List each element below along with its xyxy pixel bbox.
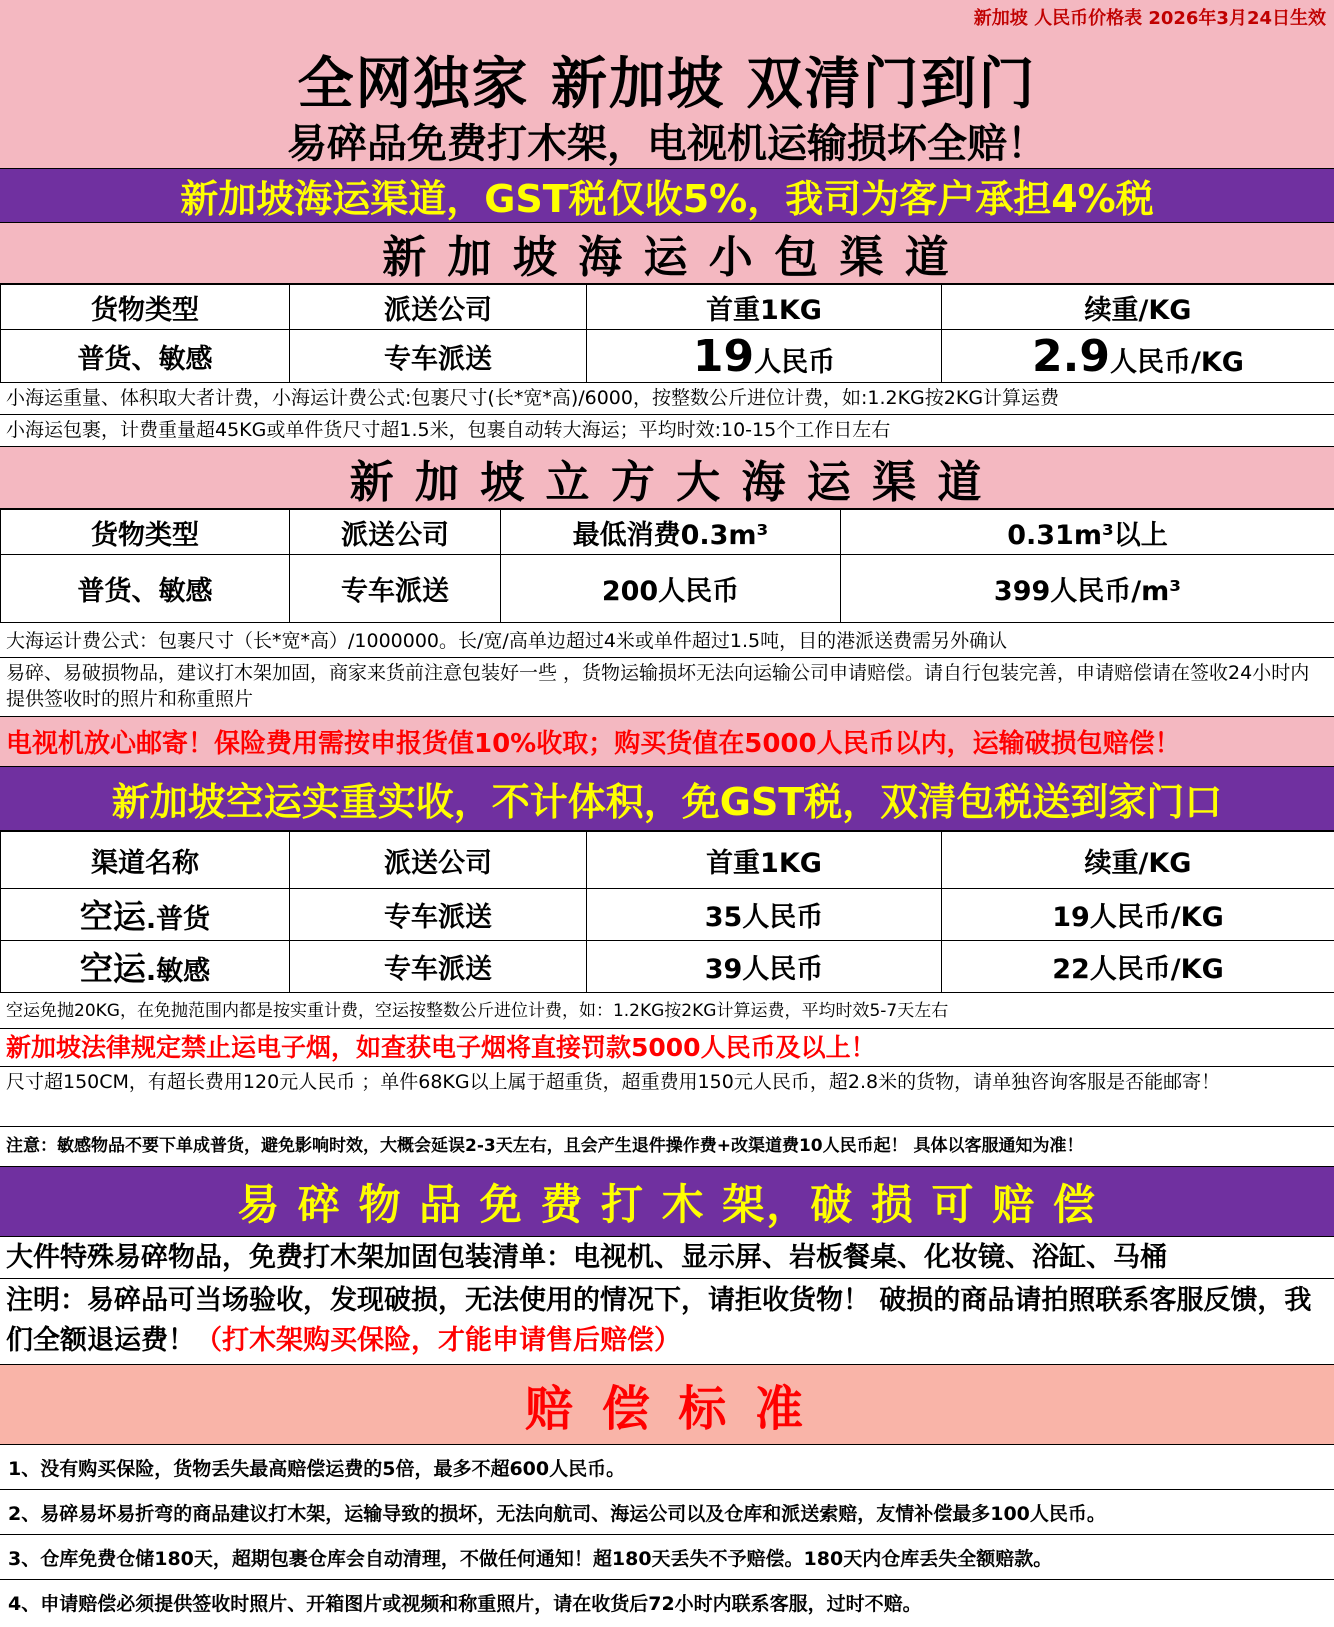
air-note: 空运免抛20KG，在免抛范围内都是按实重计费，空运按整数公斤进位计费，如：1.2KG按2KG计算运费，平均时效5-7天左右 (0, 993, 1334, 1029)
big-sea-note: 易碎、易破损物品，建议打木架加固，商家来货前注意包装好一些 ，货物运输损坏无法向运输公司申请赔偿。请自行包装完善，申请赔偿请在签收24小时内提供签收时的照片和称重照片 (0, 658, 1334, 717)
compensation-rule: 1、没有购买保险，货物丢失最高赔偿运费的5倍，最多不超600人民币。 (0, 1445, 1334, 1490)
page-title: 全网独家 新加坡 双清门到门 (297, 52, 1037, 117)
tv-insurance-note: 电视机放心邮寄！保险费用需按申报货值10%收取；购买货值在5000人民币以内，运输破损包赔偿！ (0, 717, 1334, 767)
header-cell: 货物类型 (1, 510, 290, 555)
header-cell: 0.31m³以上 (841, 510, 1334, 555)
channel-cell (1, 941, 290, 993)
header-cell: 派送公司 (290, 285, 587, 330)
channel-type: .敏感 (145, 956, 211, 987)
table-header-row (1, 832, 1334, 889)
header-cell: 派送公司 (290, 832, 587, 889)
fragile-banner: 易 碎 物 品 免 费 打 木 架，破 损 可 赔 偿 (0, 1167, 1334, 1237)
delivery-cell: 专车派送 (290, 330, 587, 383)
table-header-row (1, 510, 1334, 555)
cont-weight-unit: 人民币/KG (1110, 346, 1244, 378)
first-weight-cell (587, 330, 942, 383)
big-sea-heading: 新 加 坡 立 方 大 海 运 渠 道 (0, 447, 1334, 509)
header-cell: 首重1KG (587, 832, 942, 889)
delivery-cell: 专车派送 (290, 889, 587, 941)
channel-name: 空运 (79, 897, 146, 936)
effective-date-note: 新加坡 人民币价格表 2026年3月24日生效 (973, 8, 1326, 29)
table-header-row (1, 285, 1334, 330)
header (0, 0, 1334, 169)
first-weight-cell: 39人民币 (587, 941, 942, 993)
min-charge-cell: 200人民币 (501, 555, 841, 623)
first-weight-unit: 人民币 (754, 346, 836, 378)
air-note: 注意：敏感物品不要下单成普货，避免影响时效，大概会延误2-3天左右，且会产生退件操作费+改渠道费10人民币起！ 具体以客服通知为准！ (0, 1127, 1334, 1167)
compensation-heading: 赔 偿 标 准 (0, 1365, 1334, 1445)
delivery-cell: 专车派送 (290, 555, 501, 623)
header-cell: 续重/KG (942, 285, 1334, 330)
table-row (1, 555, 1334, 623)
cont-weight-value: 2.9 (1032, 330, 1110, 382)
page-subtitle: 易碎品免费打木架，电视机运输损坏全赔！ (287, 121, 1047, 167)
fragile-note (0, 1279, 1334, 1365)
small-sea-table (0, 284, 1334, 383)
header-cell: 首重1KG (587, 285, 942, 330)
compensation-rule: 4、申请赔偿必须提供签收时照片、开箱图片或视频和称重照片，请在收货后72小时内联系客服，过时不赔。 (8, 1593, 922, 1615)
small-sea-note: 小海运重量、体积取大者计费，小海运计费公式:包裹尺寸(长*宽*高)/6000，按整数公斤进位计费，如:1.2KG按2KG计算运费 (0, 383, 1334, 415)
air-banner: 新加坡空运实重实收，不计体积，免GST税，双清包税送到家门口 (0, 767, 1334, 831)
channel-name: 空运 (79, 949, 146, 988)
compensation-rule: 2、易碎易坏易折弯的商品建议打木架，运输导致的损坏，无法向航司、海运公司以及仓库和派送索赔，友情补偿最多100人民币。 (0, 1490, 1334, 1535)
cont-weight-cell: 22人民币/KG (942, 941, 1334, 993)
e-cigarette-warning: 新加坡法律规定禁止运电子烟，如查获电子烟将直接罚款5000人民币及以上！ (0, 1029, 1334, 1067)
fragile-note-main: 注明：易碎品可当场验收，发现破损，无法使用的情况下，请拒收货物！ 破损的商品请拍照联系客服反馈，我们全额退运费！ (6, 1285, 1312, 1356)
small-sea-note: 小海运包裹，计费重量超45KG或单件货尺寸超1.5米，包裹自动转大海运；平均时效:10-15个工作日左右 (0, 415, 1334, 447)
first-weight-cell: 35人民币 (587, 889, 942, 941)
header-cell: 货物类型 (1, 285, 290, 330)
air-table (0, 831, 1334, 993)
big-sea-note: 大海运计费公式：包裹尺寸（长*宽*高）/1000000。长/宽/高单边超过4米或单件超过1.5吨，目的港派送费需另外确认 (0, 623, 1334, 658)
cargo-cell: 普货、敏感 (1, 330, 290, 383)
delivery-cell: 专车派送 (290, 941, 587, 993)
header-cell: 派送公司 (290, 510, 501, 555)
table-row (1, 941, 1334, 993)
channel-cell (1, 889, 290, 941)
cargo-cell: 普货、敏感 (1, 555, 290, 623)
header-cell: 最低消费0.3m³ (501, 510, 841, 555)
small-sea-heading: 新 加 坡 海 运 小 包 渠 道 (0, 223, 1334, 284)
compensation-rule: 3、仓库免费仓储180天，超期包裹仓库会自动清理，不做任何通知！超180天丢失不予赔偿。180天内仓库丢失全额赔款。 (0, 1535, 1334, 1580)
table-row (1, 330, 1334, 383)
cont-weight-cell: 19人民币/KG (942, 889, 1334, 941)
channel-type: .普货 (145, 904, 211, 935)
air-note: 尺寸超150CM，有超长费用120元人民币 ；单件68KG以上属于超重货，超重费用150元人民币，超2.8米的货物，请单独咨询客服是否能邮寄！ (0, 1067, 1334, 1127)
big-sea-table (0, 509, 1334, 623)
first-weight-value: 19 (692, 330, 755, 382)
cont-weight-cell (942, 330, 1334, 383)
header-cell: 续重/KG (942, 832, 1334, 889)
table-row (1, 889, 1334, 941)
over-rate-cell: 399人民币/m³ (841, 555, 1334, 623)
gst-banner: 新加坡海运渠道，GST税仅收5%，我司为客户承担4%税 (0, 169, 1334, 223)
fragile-list: 大件特殊易碎物品，免费打木架加固包装清单：电视机、显示屏、岩板餐桌、化妆镜、浴缸、马桶 (0, 1237, 1334, 1279)
header-cell: 渠道名称 (1, 832, 290, 889)
fragile-note-red: （打木架购买保险，才能申请售后赔偿） (195, 1325, 681, 1356)
